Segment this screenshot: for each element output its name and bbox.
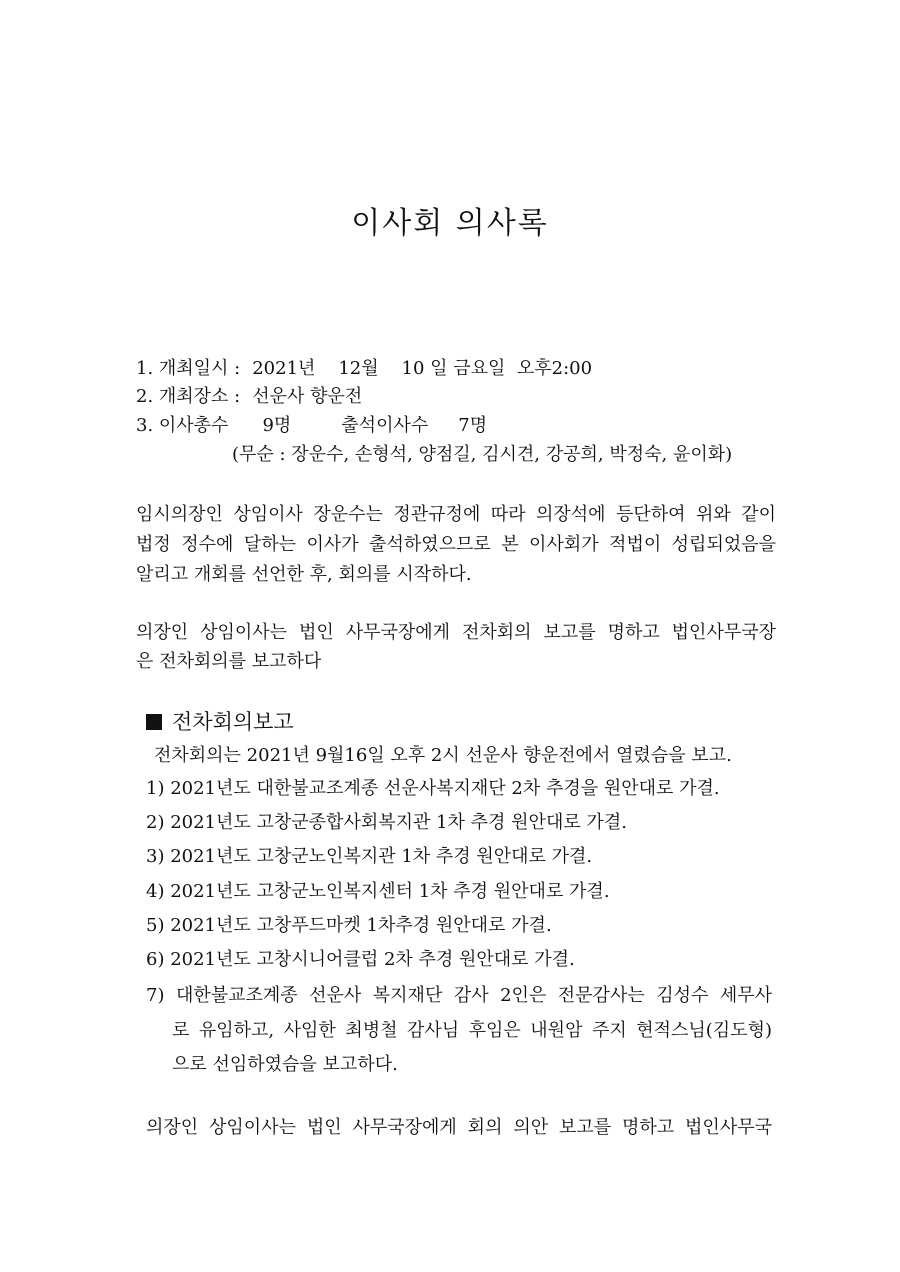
opening-line-1: 임시의장인 상임이사 장운수는 정관규정에 따라 의장석에 등단하여 위와 같이 <box>136 504 776 525</box>
meeting-place-row <box>136 385 362 409</box>
members-label: 3. 이사총수 <box>136 415 229 436</box>
page-title: 이사회 의사록 <box>351 206 549 241</box>
opening-line-3: 알리고 개회를 선언한 후, 회의를 시작하다. <box>136 564 472 585</box>
members-total: 9명 <box>262 415 292 436</box>
report-item-6: 6) 2021년도 고창시니어클럽 2차 추경 원안대로 가결. <box>146 949 575 970</box>
report-item-7-line-2: 로 유임하고, 사임한 최병철 감사님 후임은 내원암 주지 현적스님(김도형) <box>172 1020 772 1041</box>
closing-line: 의장인 상임이사는 법인 사무국장에게 회의 의안 보고를 명하고 법인사무국 <box>146 1117 772 1138</box>
meeting-date-value: 2021년 12월 10 일 금요일 오후2:00 <box>252 358 593 379</box>
report-item-5: 5) 2021년도 고창푸드마켓 1차추경 원안대로 가결. <box>146 915 552 936</box>
report-item-3: 3) 2021년도 고창군노인복지관 1차 추경 원안대로 가결. <box>146 846 593 867</box>
report-request-line-1: 의장인 상임이사는 법인 사무국장에게 전차회의 보고를 명하고 법인사무국장 <box>136 622 776 643</box>
meeting-place-label: 2. 개최장소 : <box>136 386 241 407</box>
section-heading <box>146 708 294 736</box>
attend-count: 7명 <box>458 415 488 436</box>
attendee-list: (무순 : 장운수, 손형석, 양점길, 김시견, 강공희, 박정숙, 윤이화) <box>232 444 733 465</box>
report-item-7-line-3: 으로 선임하였슴을 보고하다. <box>172 1054 398 1075</box>
report-item-2: 2) 2021년도 고창군종합사회복지관 1차 추경 원안대로 가결. <box>146 812 627 833</box>
meeting-date-label: 1. 개최일시 : <box>136 358 241 379</box>
meeting-date-row <box>136 357 592 381</box>
section-intro: 전차회의는 2021년 9월16일 오후 2시 선운사 향운전에서 열렸슴을 보고. <box>154 745 732 766</box>
report-item-1: 1) 2021년도 대한불교조계종 선운사복지재단 2차 추경을 원안대로 가결. <box>146 778 720 799</box>
meeting-members-row <box>136 414 487 438</box>
section-heading-text: 전차회의보고 <box>172 710 294 734</box>
report-item-4: 4) 2021년도 고창군노인복지센터 1차 추경 원안대로 가결. <box>146 881 610 902</box>
attend-label: 출석이사수 <box>341 415 429 436</box>
meeting-place-value: 선운사 향운전 <box>252 386 363 407</box>
report-item-7-line-1: 7) 대한불교조계종 선운사 복지재단 감사 2인은 전문감사는 김성수 세무사 <box>146 985 772 1006</box>
opening-line-2: 법정 정수에 달하는 이사가 출석하였으므로 본 이사회가 적법이 성립되었음을 <box>136 534 776 555</box>
report-request-line-2: 은 전차회의를 보고하다 <box>136 651 322 672</box>
black-square-icon <box>146 714 162 730</box>
